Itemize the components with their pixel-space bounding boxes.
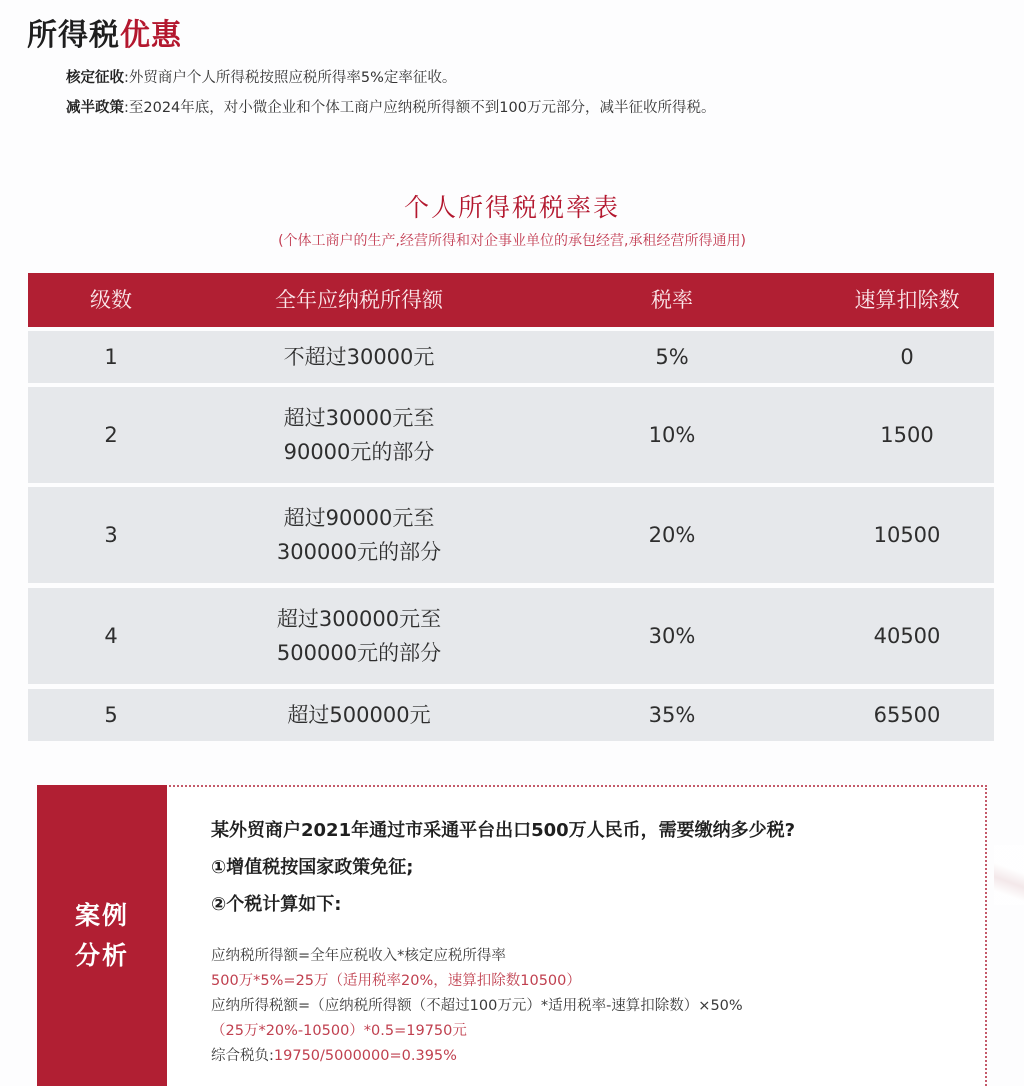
- cell-rate: 10%: [648, 423, 696, 447]
- cell-rate: 30%: [648, 624, 696, 648]
- calc-line: 应纳税所得额=全年应税收入*核定应税所得率: [211, 948, 506, 964]
- cell-income-range: [194, 698, 524, 732]
- policy-text: :至2024年底，对小微企业和个体工商户应纳税所得额不到100万元部分，减半征收所得税。: [124, 100, 716, 116]
- column-header-income: 全年应纳税所得额: [275, 288, 443, 312]
- cell-level: 4: [104, 624, 118, 648]
- table-row: [28, 387, 994, 483]
- range-line: 超过30000元至: [283, 406, 435, 430]
- column-header-level: 级数: [90, 288, 132, 312]
- cell-deduction: 65500: [873, 703, 941, 727]
- range-line: 500000元的部分: [276, 641, 442, 665]
- calc-line: （25万*20%-10500）*0.5=19750元: [211, 1023, 467, 1039]
- case-question: 某外贸商户2021年通过市采通平台出口500万人民币，需要缴纳多少税?: [211, 820, 796, 841]
- case-point-income-tax: ②个税计算如下:: [211, 894, 342, 915]
- cell-deduction: 40500: [873, 624, 941, 648]
- column-header-rate: 税率: [651, 288, 693, 312]
- calc-line: 应纳所得税额=（应纳税所得额（不超过100万元）*适用税率-速算扣除数）×50%: [211, 998, 743, 1014]
- cell-income-range: [194, 602, 524, 670]
- case-study-label: [75, 896, 129, 976]
- cell-rate: 20%: [648, 523, 696, 547]
- calc-label: 综合税负:: [211, 1048, 274, 1064]
- case-label-line: 案例: [74, 900, 129, 930]
- page-title-main: 所得税: [27, 18, 120, 53]
- policy-half-reduction: [66, 96, 715, 117]
- case-label-line: 分析: [74, 940, 129, 970]
- column-header-deduction: 速算扣除数: [854, 288, 960, 312]
- policy-fixed-rate: [66, 66, 456, 87]
- case-point-vat: ①增值税按国家政策免征;: [211, 857, 414, 878]
- calc-line: 500万*5%=25万（适用税率20%，速算扣除数10500）: [211, 973, 581, 989]
- table-row: [28, 487, 994, 583]
- cell-deduction: 1500: [880, 423, 934, 447]
- table-title: 个人所得税税率表: [403, 193, 620, 222]
- range-line: 不超过30000元: [283, 345, 435, 369]
- range-line: 超过90000元至: [283, 506, 435, 530]
- page-title: [27, 10, 182, 54]
- policy-text: :外贸商户个人所得税按照应税所得率5%定率征收。: [124, 70, 457, 86]
- policy-label: 核定征收: [66, 70, 124, 86]
- cell-level: 5: [104, 703, 118, 727]
- range-line: 超过300000元至: [276, 607, 442, 631]
- cell-income-range: [194, 401, 524, 469]
- cell-income-range: [194, 501, 524, 569]
- case-study-label-panel: [37, 785, 167, 1086]
- cell-level: 3: [104, 523, 118, 547]
- calc-line-effective-rate: [211, 1044, 457, 1065]
- table-row: [28, 689, 994, 741]
- range-line: 90000元的部分: [283, 440, 435, 464]
- cell-rate: 35%: [648, 703, 696, 727]
- cell-level: 2: [104, 423, 118, 447]
- table-row: [28, 331, 994, 383]
- cell-level: 1: [104, 345, 118, 369]
- table-subtitle: (个体工商户的生产,经营所得和对企事业单位的承包经营,承租经营所得通用): [278, 233, 746, 249]
- range-line: 300000元的部分: [276, 540, 442, 564]
- cell-deduction: 10500: [873, 523, 941, 547]
- page-title-accent: 优惠: [120, 18, 182, 53]
- range-line: 超过500000元: [287, 703, 431, 727]
- decorative-paper-fold: [994, 845, 1024, 905]
- cell-income-range: [194, 340, 524, 374]
- table-row: [28, 588, 994, 684]
- calc-value: 19750/5000000=0.395%: [273, 1048, 457, 1064]
- policy-label: 减半政策: [66, 100, 124, 116]
- table-header-row: [28, 273, 994, 327]
- cell-rate: 5%: [655, 345, 689, 369]
- cell-deduction: 0: [900, 345, 914, 369]
